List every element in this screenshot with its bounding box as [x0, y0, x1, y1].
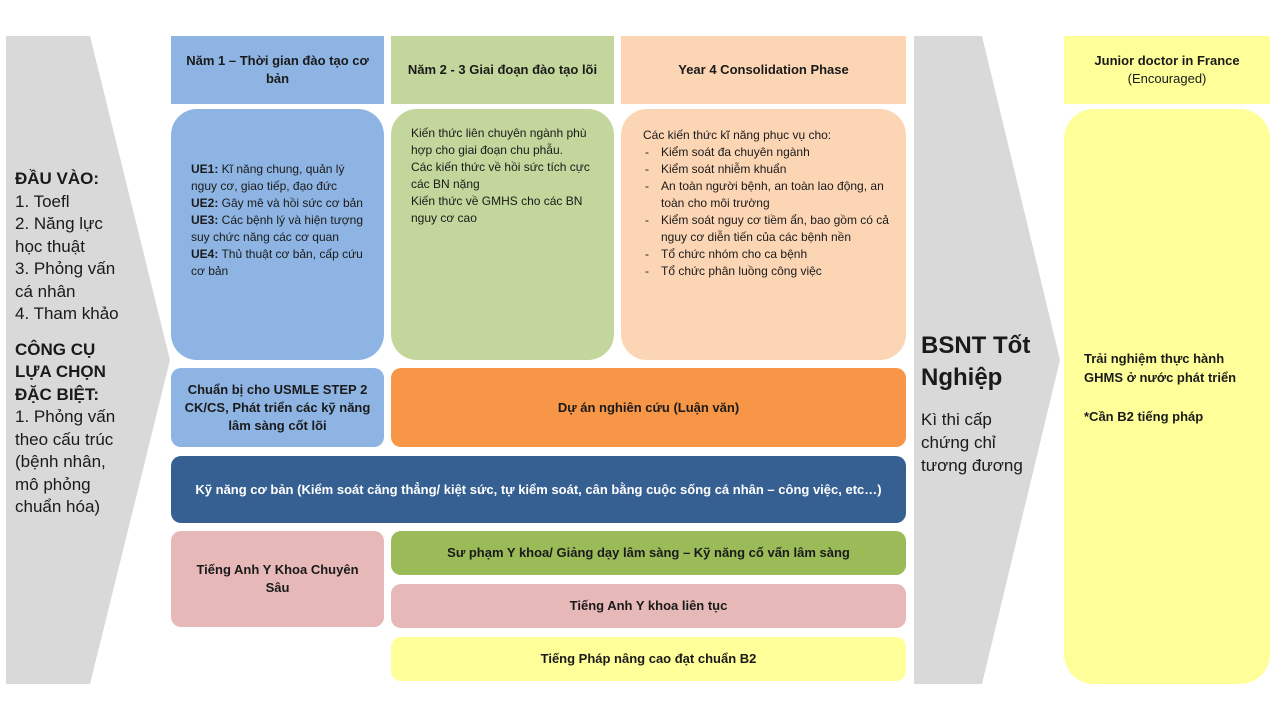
ue-item: UE2: Gây mê và hồi sức cơ bản [191, 196, 363, 210]
selection-tool-item: 1. Phỏng vấn theo cấu trúc (bệnh nhân, mô phỏng chuẩn hóa) [15, 407, 116, 516]
consolidation-item: - Kiểm soát đa chuyên ngành [643, 144, 890, 161]
junior-body: Trải nghiệm thực hành GHMS ở nước phát triển [1084, 351, 1237, 385]
graduate-subtitle: Kì thi cấp chứng chỉ tương đương [921, 410, 1023, 475]
core-knowledge-box [391, 109, 614, 360]
core-item: Kiến thức liên chuyên ngành phù hợp cho giai đoạn chu phẫu. [411, 126, 587, 157]
usmle-box: Chuẩn bị cho USMLE STEP 2 CK/CS, Phát triển các kỹ năng lâm sàng cốt lõi [171, 368, 384, 447]
ue-box [171, 109, 384, 360]
english-deep-box: Tiếng Anh Y Khoa Chuyên Sâu [171, 531, 384, 627]
header-year23: Năm 2 - 3 Giai đoạn đào tạo lõi [391, 36, 614, 104]
consolidation-intro: Các kiến thức kĩ năng phục vụ cho: [643, 128, 832, 142]
consolidation-item: - Kiểm soát nhiễm khuẩn [643, 161, 890, 178]
junior-body-box [1064, 109, 1270, 684]
core-item: Các kiến thức về hồi sức tích cực các BN nặng [411, 160, 590, 191]
header-year1: Năm 1 – Thời gian đào tạo cơ bản [171, 36, 384, 104]
input-heading: ĐẦU VÀO: [15, 169, 100, 188]
consolidation-item: - An toàn người bệnh, an toàn lao động, an toàn cho môi trường [643, 178, 890, 212]
pedagogy-box: Sư phạm Y khoa/ Giảng dạy lâm sàng – Kỹ năng cố vấn lâm sàng [391, 531, 906, 575]
junior-title: Junior doctor in France [1094, 53, 1240, 68]
selection-tools-heading: CÔNG CỤ LỰA CHỌN ĐẶC BIỆT: [15, 339, 106, 404]
consolidation-box [621, 109, 906, 360]
graduate-section [921, 330, 1039, 477]
input-item: 4. Tham khảo [15, 304, 119, 323]
basic-skills-box: Kỹ năng cơ bản (Kiểm soát căng thẳng/ kiệt sức, tự kiểm soát, cân bằng cuộc sống cá nhân – công việc, etc…) [171, 456, 906, 523]
ue-item: UE3: Các bệnh lý và hiện tượng suy chức năng các cơ quan [191, 213, 363, 244]
input-item: 3. Phỏng vấn cá nhân [15, 259, 116, 301]
ue-item: UE1: Kĩ năng chung, quản lý nguy cơ, giao tiếp, đạo đức [191, 162, 345, 193]
french-box: Tiếng Pháp nâng cao đạt chuẩn B2 [391, 637, 906, 681]
english-continuous-box: Tiếng Anh Y khoa liên tục [391, 584, 906, 628]
graduate-title: BSNT Tốt Nghiệp [921, 332, 1031, 391]
ue-item: UE4: Thủ thuật cơ bản, cấp cứu cơ bản [191, 247, 363, 278]
junior-note: (Encouraged) [1127, 71, 1207, 86]
junior-requirement: *Cần B2 tiếng pháp [1084, 409, 1204, 424]
research-box: Dự án nghiên cứu (Luận văn) [391, 368, 906, 447]
header-year4: Year 4 Consolidation Phase [621, 36, 906, 104]
input-item: 1. Toefl [15, 191, 70, 211]
core-item: Kiến thức về GMHS cho các BN nguy cơ cao [411, 194, 583, 225]
consolidation-item: - Tổ chức nhóm cho ca bệnh [643, 246, 890, 263]
consolidation-item: - Tổ chức phân luồng công việc [643, 263, 890, 280]
consolidation-item: - Kiểm soát nguy cơ tiềm ẩn, bao gồm có cả nguy cơ diễn tiến của các bệnh nền [643, 212, 890, 246]
junior-header [1064, 36, 1270, 104]
input-section [15, 168, 133, 519]
input-item: 2. Năng lực học thuật [15, 214, 103, 256]
